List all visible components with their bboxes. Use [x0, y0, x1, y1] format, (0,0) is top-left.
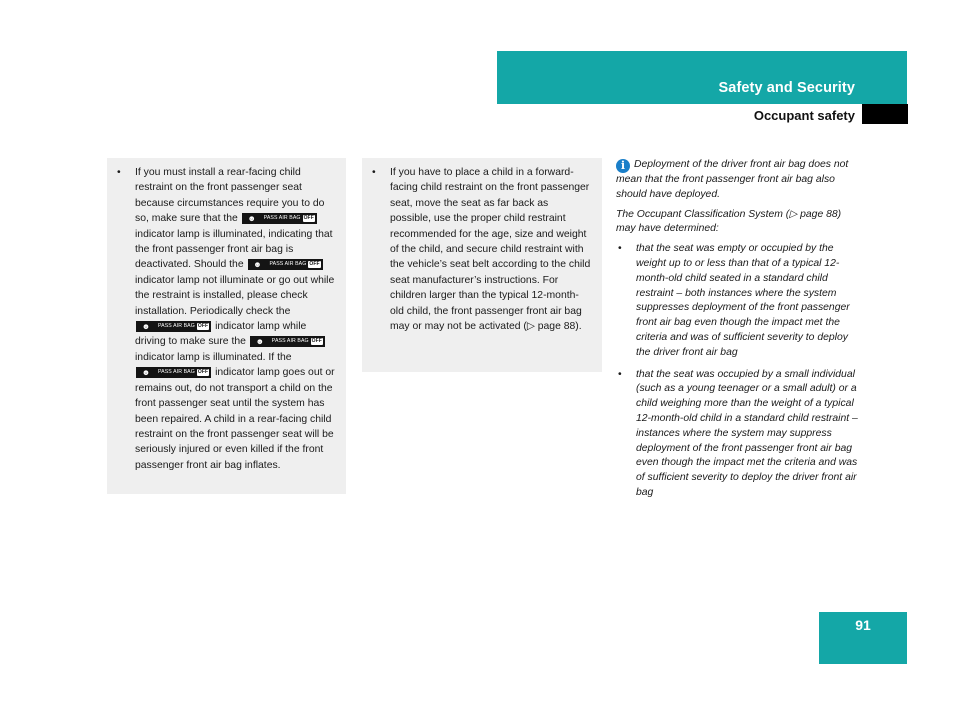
pass-air-bag-off-indicator	[242, 213, 317, 224]
indicator-label: PASS AIR BAG OFF	[156, 367, 211, 378]
ocs-paragraph: The Occupant Classification System (▷ page 88) may have determined:	[616, 208, 842, 235]
bullet-symbol: •	[618, 368, 622, 380]
info-note	[616, 158, 858, 508]
warning-box-forward-facing	[362, 158, 602, 372]
warning-bullet	[372, 165, 592, 334]
pass-air-bag-off-indicator	[136, 321, 211, 332]
subsection-title: Occupant safety	[753, 108, 855, 123]
child-seat-icon: ☻	[242, 213, 262, 224]
pass-air-bag-off-indicator	[248, 259, 323, 270]
page-number: 91	[855, 617, 871, 633]
child-seat-icon: ☻	[136, 321, 156, 332]
indicator-label: PASS AIR BAG OFF	[262, 213, 317, 224]
child-seat-icon: ☻	[250, 336, 270, 347]
indicator-label: PASS AIR BAG OFF	[270, 336, 325, 347]
list-item	[616, 242, 858, 360]
bullet-symbol: •	[618, 243, 622, 255]
indicator-label: PASS AIR BAG OFF	[156, 321, 211, 332]
info-paragraph	[616, 158, 858, 203]
warning-text-part: indicator lamp is illuminated. If the	[135, 351, 292, 363]
list-item-text: that the seat was empty or occupied by the weight up to or less than that of a typical 12-month-old child seated in a standard child restraint – both instances where the system suppresses deployment of the front passenger front air bag even though the impact met the criteria and was of sufficient severity to deploy the driver front air bag	[636, 243, 850, 358]
warning-text-part: indicator lamp is illuminated, indicating that the front passenger front air bag is deactivated. Should the	[135, 228, 333, 271]
header-band	[497, 51, 907, 104]
info-text: Deployment of the driver front air bag does not mean that the front passenger front air bag also should have deployed.	[616, 159, 849, 200]
warning-text-part: indicator lamp not illuminate or go out while the restraint is installed, please check installation. Periodically check the	[135, 274, 335, 317]
warning-bullet	[117, 165, 336, 473]
list-item-text: that the seat was occupied by a small individual (such as a young teenager or a small adult) or a child weighing more than the weight of a typical 12-month-old child in a standard child restraint – instances where the system may suppress deployment of the front passenger front air bag even though the impact met the criteria and was of sufficient severity to deploy the driver front air bag	[636, 368, 858, 498]
warning-box-rear-facing	[107, 158, 346, 494]
section-title: Safety and Security	[718, 80, 855, 96]
warning-text-part: indicator lamp while driving to make sure the	[135, 321, 307, 348]
pass-air-bag-off-indicator	[136, 367, 211, 378]
bullet-symbol: •	[372, 167, 376, 178]
bullet-symbol: •	[117, 167, 121, 178]
warning-text-part: indicator lamp goes out or remains out, do not transport a child on the front passenger seat until the system has been repaired. A child in a rear-facing child restraint on the front passenger seat will be seriously injured or even killed if the front passenger front air bag inflates.	[135, 367, 335, 471]
info-icon: i	[616, 159, 630, 173]
section-tab-marker	[862, 104, 908, 124]
pass-air-bag-off-indicator	[250, 336, 325, 347]
warning-text-part: If you must install a rear-facing child restraint on the front passenger seat because circumstances require you to do so, make sure that the	[135, 167, 325, 225]
indicator-label: PASS AIR BAG OFF	[268, 259, 323, 270]
child-seat-icon: ☻	[136, 367, 156, 378]
child-seat-icon: ☻	[248, 259, 268, 270]
page-number-box	[819, 612, 907, 664]
warning-text: If you have to place a child in a forward-facing child restraint on the front passenger seat, move the seat as far back as possible, use the proper child restraint recommended for the age, size and weight of the child, and secure child restraint with the vehicle’s seat belt according to the child seat manufacturer’s instructions. For children larger than the typical 12-month-old child, the front passenger front air bag may or may not be activated (▷ page 88).	[390, 167, 591, 333]
list-item	[616, 368, 858, 501]
